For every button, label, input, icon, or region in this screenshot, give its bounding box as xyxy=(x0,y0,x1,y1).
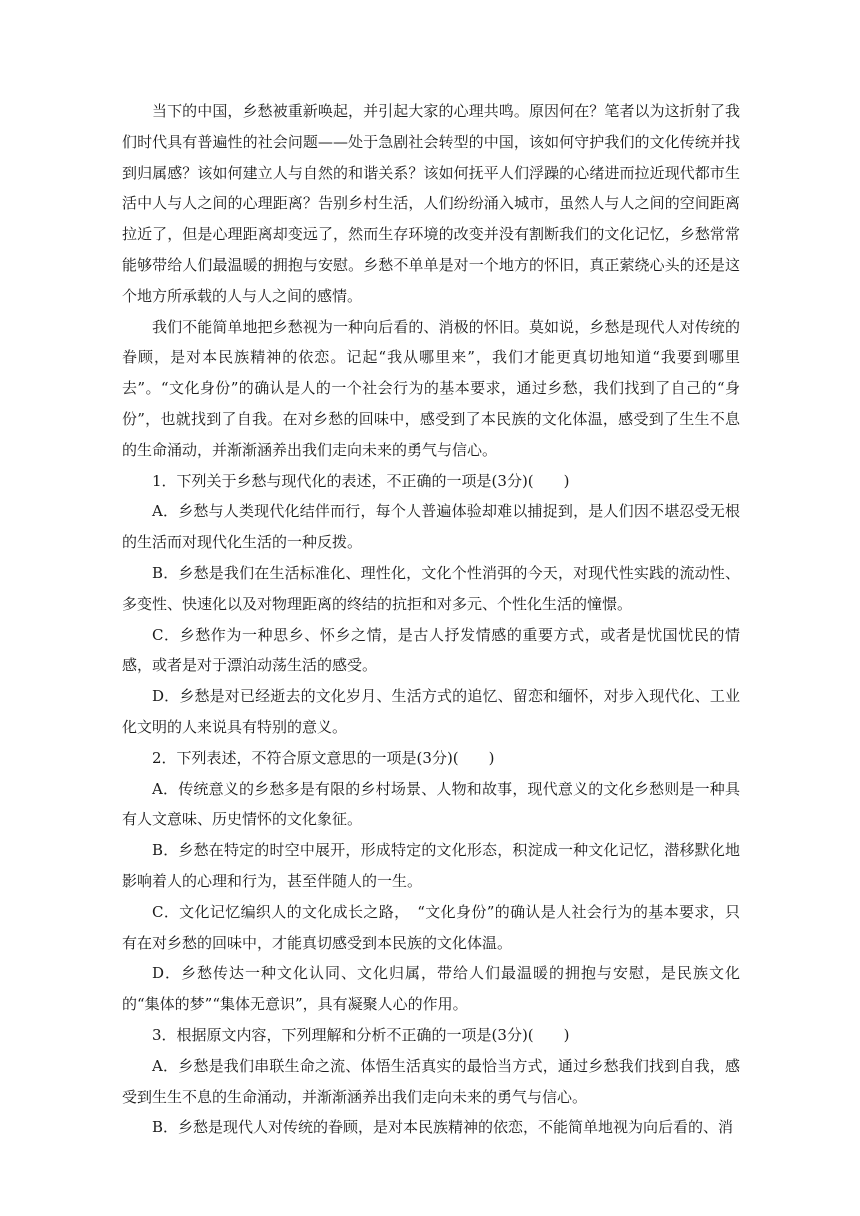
question-2-stem: 2．下列表述，不符合原文意思的一项是(3分)( ) xyxy=(152,748,495,767)
question-3-option-b: B．乡愁是现代人对传统的眷顾，是对本民族精神的依恋，不能简单地视为向后看的、消 xyxy=(152,1118,734,1137)
question-1-option-d: D．乡愁是对已经逝去的文化岁月、生活方式的追忆、留恋和缅怀，对步入现代化、工业化文明的人来说具有特别的意义。 xyxy=(122,687,740,736)
question-2-option-d: D．乡愁传达一种文化认同、文化归属，带给人们最温暖的拥抱与安慰，是民族文化的“集体的梦”“集体无意识”，具有凝聚人心的作用。 xyxy=(122,964,740,1014)
question-2-option-c: C．文化记忆编织人的文化成长之路， “文化身份”的确认是人社会行为的基本要求，只有在对乡愁的回味中，才能真切感受到本民族的文化体温。 xyxy=(122,902,740,952)
question-3-stem: 3．根据原文内容，下列理解和分析不正确的一项是(3分)( ) xyxy=(152,1025,570,1044)
question-1-option-b: B．乡愁是我们在生活标准化、理性化，文化个性消弭的今天，对现代性实践的流动性、多变性、快速化以及对物理距离的终结的抗拒和对多元、个性化生活的憧憬。 xyxy=(122,563,740,613)
question-1-stem: 1．下列关于乡愁与现代化的表述，不正确的一项是(3分)( ) xyxy=(152,471,570,490)
question-2-option-b: B．乡愁在特定的时空中展开，形成特定的文化形态，积淀成一种文化记忆，潜移默化地影响着人的心理和行为，甚至伴随人的一生。 xyxy=(122,841,740,890)
question-2-option-a: A．传统意义的乡愁多是有限的乡村场景、人物和故事，现代意义的文化乡愁则是一种具有人文意味、历史情怀的文化象征。 xyxy=(122,779,740,829)
question-3-option-a: A．乡愁是我们串联生命之流、体悟生活真实的最恰当方式，通过乡愁我们找到自我，感受到生生不息的生命涌动，并渐渐涵养出我们走向未来的勇气与信心。 xyxy=(122,1056,740,1106)
question-1-option-c: C．乡愁作为一种思乡、怀乡之情，是古人抒发情感的重要方式，或者是忧国忧民的情感，或者是对于漂泊动荡生活的感受。 xyxy=(122,625,740,675)
question-1-option-a: A．乡愁与人类现代化结伴而行，每个人普遍体验却难以捕捉到，是人们因不堪忍受无根的生活而对现代化生活的一种反拨。 xyxy=(122,502,740,552)
passage-paragraph-1: 当下的中国，乡愁被重新唤起，并引起大家的心理共鸣。原因何在？笔者以为这折射了我们时代具有普遍性的社会问题——处于急剧社会转型的中国，该如何守护我们的文化传统并找到归属感？该如何建立人与自然的和谐关系？该如何抚平人们浮躁的心绪进而拉近现代都市生活中人与人之间的心理距离？告别乡村生活，人们纷纷涌入城市，虽然人与人之间的空间距离拉近了，但是心理距离却变远了，然而生存环境的改变并没有割断我们的文化记忆，乡愁常常能够带给人们最温暖的拥抱与安慰。乡愁不单单是对一个地方的怀旧，真正萦绕心头的还是这个地方所承载的人与人之间的感情。 xyxy=(122,102,740,305)
passage-paragraph-2: 我们不能简单地把乡愁视为一种向后看的、消极的怀旧。莫如说，乡愁是现代人对传统的眷顾，是对本民族精神的依恋。记起“我从哪里来”，我们才能更真切地知道“我要到哪里去”。“文化身份”的确认是人的一个社会行为的基本要求，通过乡愁，我们找到了自己的“身份”，也就找到了自我。在对乡愁的回味中，感受到了本民族的文化体温，感受到了生生不息的生命涌动，并渐渐涵养出我们走向未来的勇气与信心。 xyxy=(122,317,740,459)
